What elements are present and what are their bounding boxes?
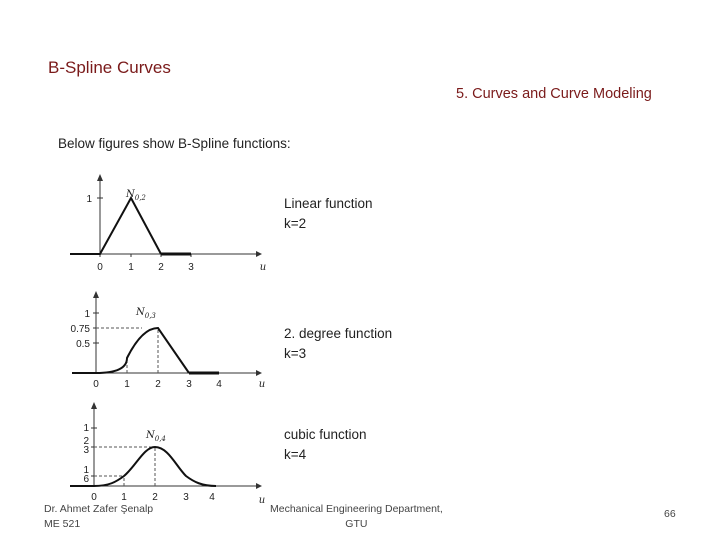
x-tick-label: 4: [216, 379, 222, 390]
y-axis-arrow: [91, 402, 97, 409]
x-tick-label: 3: [183, 492, 189, 503]
x-axis-arrow: [256, 251, 262, 257]
x-tick-label: 0: [93, 379, 99, 390]
figure-caption: cubic function: [284, 427, 367, 442]
course-code: ME 521: [44, 518, 81, 530]
x-tick-label: 3: [186, 379, 192, 390]
function-label: $N_{0,3}$: [136, 307, 156, 320]
y-tick-label: 1: [86, 194, 92, 205]
x-tick-label: 1: [121, 492, 127, 503]
basis-curve: [70, 447, 216, 486]
figure-caption: 2. degree function: [284, 326, 393, 341]
x-tick-label: 2: [158, 262, 164, 273]
basis-curve: [70, 198, 161, 254]
y-tick-label: 1: [83, 423, 89, 434]
quadratic-bspline-plot: [64, 287, 278, 393]
footer-author: [44, 502, 153, 532]
linear-function-label: [284, 194, 373, 234]
cubic-function-label: [284, 425, 367, 465]
x-axis-label: u: [259, 262, 267, 273]
x-tick-label: 0: [97, 262, 103, 273]
quadratic-function-label: [284, 324, 392, 364]
intro-text: Below figures show B-Spline functions:: [58, 136, 291, 151]
function-label: $N_{0,2}$: [126, 189, 146, 202]
figure-order: k=4: [284, 447, 307, 462]
chapter-heading: 5. Curves and Curve Modeling: [456, 86, 652, 102]
slide-title: B-Spline Curves: [48, 58, 171, 77]
page-number: 66: [664, 508, 676, 520]
function-label: $N_{0,4}$: [146, 430, 166, 443]
figure-order: k=2: [284, 216, 307, 231]
y-tick-label: 1: [84, 309, 90, 320]
figure-caption: Linear function: [284, 196, 373, 211]
footer-department: [270, 502, 443, 532]
x-axis-label: u: [258, 379, 266, 390]
x-tick-label: 4: [209, 492, 215, 503]
cubic-bspline-plot: [64, 400, 278, 504]
x-tick-label: 2: [152, 492, 158, 503]
university-name: GTU: [345, 518, 368, 530]
y-tick-label: 0.5: [76, 339, 90, 350]
y-tick-label: 0.75: [70, 324, 90, 335]
x-tick-label: 0: [91, 492, 97, 503]
department-name: Mechanical Engineering Department,: [270, 503, 443, 515]
x-axis-arrow: [256, 370, 262, 376]
x-tick-label: 2: [155, 379, 161, 390]
y-axis-arrow: [93, 291, 99, 298]
x-tick-label: 1: [124, 379, 130, 390]
figure-order: k=3: [284, 346, 307, 361]
x-tick-label: 1: [128, 262, 134, 273]
y-tick-label: 2: [83, 436, 89, 447]
y-tick-label: 3: [83, 445, 89, 456]
y-tick-label: 6: [83, 474, 89, 485]
x-axis-arrow: [256, 483, 262, 489]
x-axis-label: u: [258, 495, 266, 504]
author-name: Dr. Ahmet Zafer Şenalp: [44, 503, 154, 515]
x-tick-label: 3: [188, 262, 194, 273]
y-axis-arrow: [97, 174, 103, 181]
y-tick-label: 1: [83, 465, 89, 476]
linear-bspline-plot: [64, 170, 278, 276]
